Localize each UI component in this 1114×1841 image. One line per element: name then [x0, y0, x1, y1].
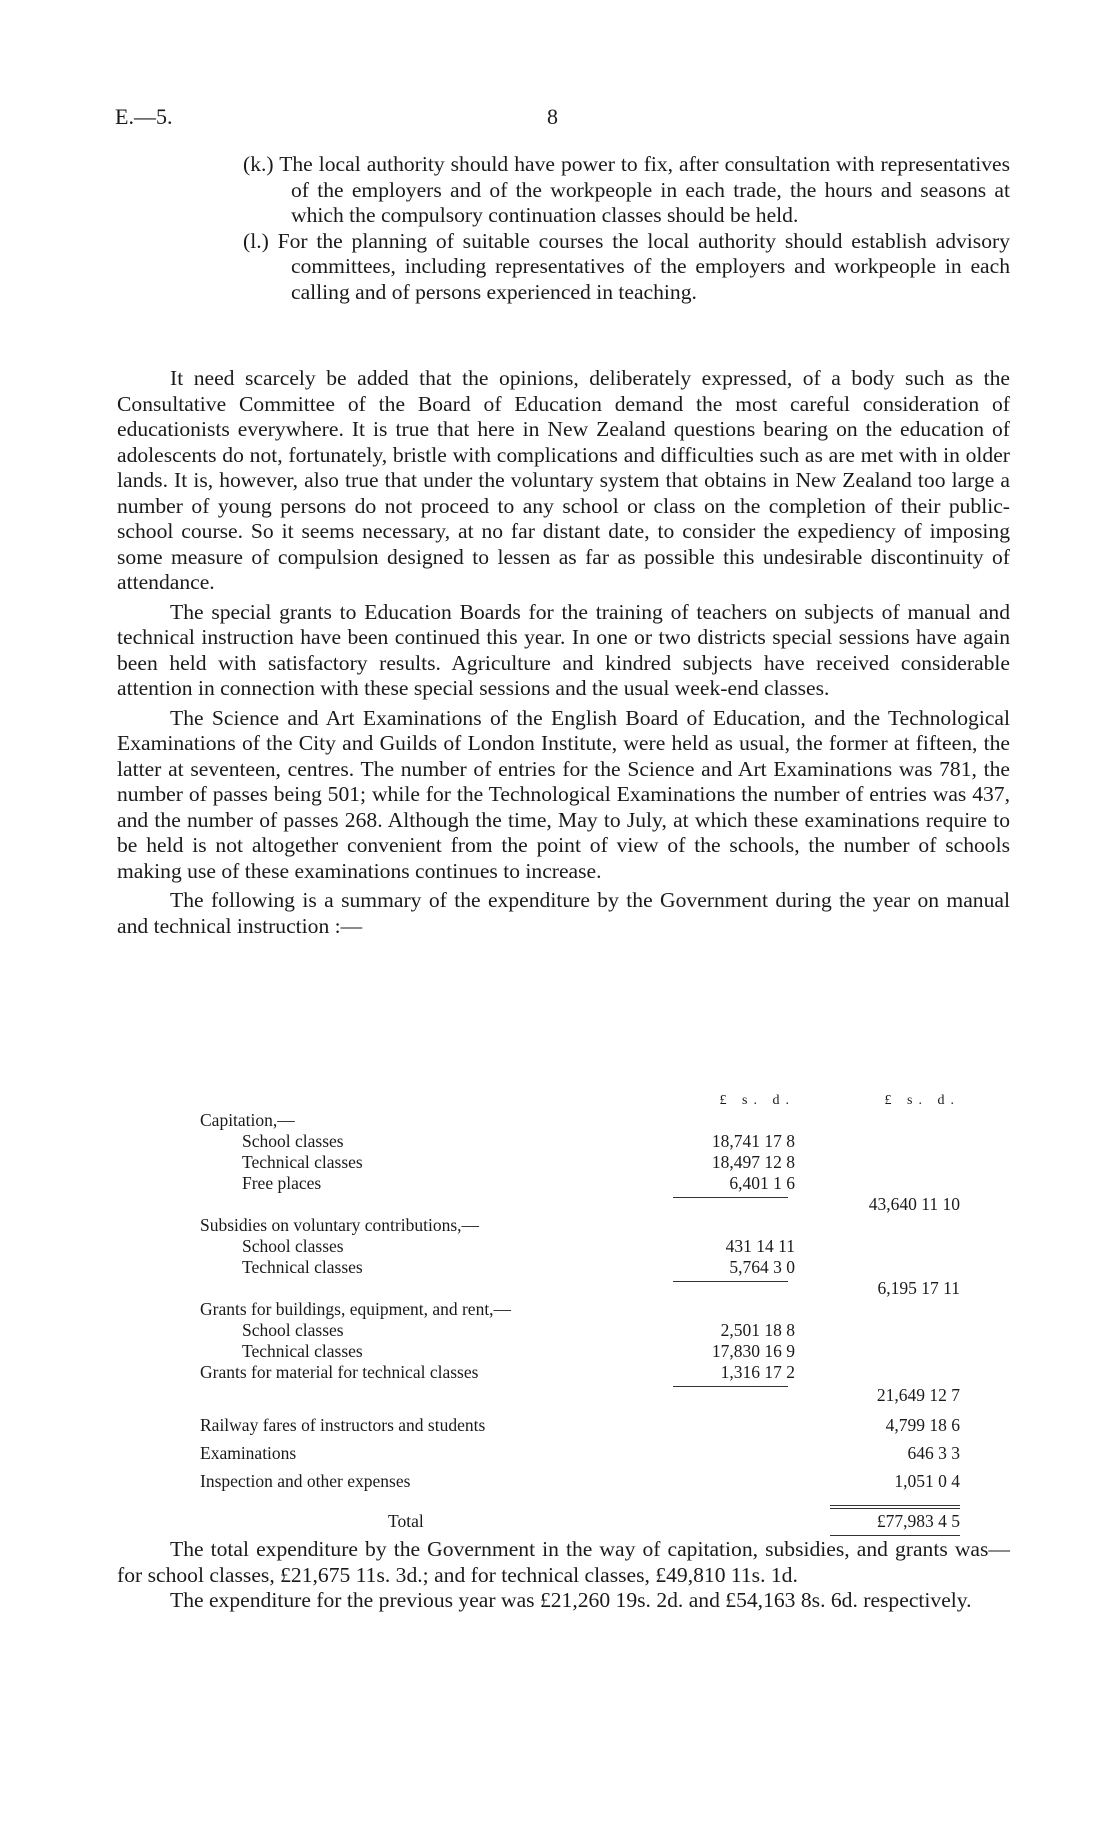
paragraph: The following is a summary of the expenditure by the Government during the year on manual and technical instruction :—: [117, 888, 1010, 938]
row-label: Railway fares of instructors and students: [200, 1415, 486, 1435]
subtotal-row: [200, 1194, 960, 1215]
row-amount: 17,830 16 9: [711, 1341, 795, 1361]
item-text: For the planning of suitable courses the local authority should establish advisory committees, including representatives of the employers and workpeople in each calling and of persons experienced in teaching.: [277, 228, 1010, 304]
table-row: [200, 1236, 960, 1257]
row-label: Grants for material for technical classes: [200, 1362, 479, 1382]
subtotal-amount: 6,195 17 11: [877, 1278, 960, 1298]
row-amount: 2,501 18 8: [720, 1320, 795, 1340]
section-heading: Capitation,—: [200, 1110, 295, 1130]
row-amount: 5,764 3 0: [729, 1257, 795, 1277]
table-row: [200, 1320, 960, 1341]
paragraph: The Science and Art Examinations of the English Board of Education, and the Technological Examinations of the City and Guilds of London Institute, were held as usual, the former at fifteen, the latter at seventeen, centres. The number of entries for the Science and Art Examinations was 781, the number of passes being 501; while for the Technological Examinations the number of entries was 437, and the number of passes 268. Although the time, May to July, at which these examinations require to be held is not altogether convenient from the point of view of the schools, the number of schools making use of these examinations continues to increase.: [117, 705, 1010, 883]
table-row: [200, 1362, 960, 1383]
section-heading-row: [200, 1299, 960, 1320]
table-row: [200, 1415, 960, 1443]
item-label: (l.): [243, 228, 269, 253]
section-heading: Grants for buildings, equipment, and rent,—: [200, 1299, 512, 1319]
recommendation-item: [117, 229, 1010, 306]
row-amount: 1,316 17 2: [720, 1362, 795, 1382]
row-label: Technical classes: [242, 1341, 363, 1361]
section-heading: Subsidies on voluntary contributions,—: [200, 1215, 480, 1235]
table-row: [200, 1443, 960, 1471]
table-row: [200, 1257, 960, 1278]
row-amount: 1,051 0 4: [894, 1471, 960, 1491]
total-row: [200, 1505, 960, 1535]
row-label: School classes: [242, 1236, 344, 1256]
subtotal-amount: 43,640 11 10: [868, 1194, 960, 1214]
subtotal-row: [200, 1278, 960, 1299]
report-code: E.—5.: [115, 104, 173, 129]
table-row: [200, 1341, 960, 1362]
units-header-row: [200, 1090, 960, 1110]
units-header: £ s. d.: [884, 1093, 960, 1108]
row-label: School classes: [242, 1131, 344, 1151]
recommendation-item: [117, 152, 1010, 229]
total-rule-top-double: [830, 1508, 960, 1509]
row-amount: 6,401 1 6: [729, 1173, 795, 1193]
table-row: [200, 1173, 960, 1194]
body-paragraphs: [117, 366, 1010, 939]
row-label: Examinations: [200, 1443, 297, 1463]
recommendation-list: [117, 152, 1010, 305]
paragraph: It need scarcely be added that the opinions, deliberately expressed, of a body such as the Consultative Committee of the Board of Education demand the most careful consideration of educationists everywhere. It is true that here in New Zealand questions bearing on the education of adolescents do not, fortunately, bristle with complications and difficulties such as are met with in older lands. It is, however, also true that under the voluntary system that obtains in New Zealand too large a number of young persons do not proceed to any school or class on the completion of their public-school course. So it seems necessary, at no far distant date, to consider the expediency of imposing some measure of compulsion designed to lessen as far as possible this undesirable discontinuity of attendance.: [117, 366, 1010, 594]
units-header: £ s. d.: [719, 1093, 795, 1108]
row-label: Inspection and other expenses: [200, 1471, 411, 1491]
page-number: 8: [547, 104, 558, 129]
row-label: School classes: [242, 1320, 344, 1340]
closing-paragraphs: [117, 1537, 1010, 1614]
expenditure-summary-table: [200, 1090, 960, 1535]
subtotal-row: [200, 1383, 960, 1415]
row-label: Free places: [242, 1173, 322, 1193]
paragraph: The special grants to Education Boards for the training of teachers on subjects of manual and technical instruction have been continued this year. In one or two districts special sessions have again been held with satisfactory results. Agriculture and kindred subjects have received considerable attention in connection with these special sessions and the usual week-end classes.: [117, 599, 1010, 700]
row-amount: 431 14 11: [725, 1236, 795, 1256]
total-rule-top: [830, 1505, 960, 1506]
table-row: [200, 1131, 960, 1152]
subtotal-rule: [673, 1386, 788, 1387]
row-amount: 18,497 12 8: [711, 1152, 795, 1172]
section-heading-row: [200, 1215, 960, 1236]
subtotal-rule: [673, 1281, 788, 1282]
total-label: Total: [388, 1511, 424, 1531]
item-label: (k.): [243, 152, 274, 176]
subtotal-amount: 21,649 12 7: [876, 1385, 960, 1405]
item-text: The local authority should have power to fix, after consultation with representatives of the employers and of the workpeople in each trade, the hours and seasons at which the compulsory continuation classes should be held.: [279, 152, 1011, 227]
page-header: [115, 104, 1015, 134]
row-amount: 18,741 17 8: [711, 1131, 795, 1151]
row-label: Technical classes: [242, 1257, 363, 1277]
paragraph: The total expenditure by the Government in the way of capitation, subsidies, and grants was—for school classes, £21,675 11s. 3d.; and for technical classes, £49,810 11s. 1d.: [117, 1537, 1010, 1587]
table-row: [200, 1152, 960, 1173]
total-amount: £77,983 4 5: [876, 1511, 960, 1531]
subtotal-rule: [673, 1197, 788, 1198]
row-amount: 4,799 18 6: [885, 1415, 960, 1435]
section-heading-row: [200, 1110, 960, 1131]
row-amount: 646 3 3: [907, 1443, 960, 1463]
table-row: [200, 1471, 960, 1505]
paragraph: The expenditure for the previous year was £21,260 19s. 2d. and £54,163 8s. 6d. respectively.: [170, 1588, 972, 1612]
row-label: Technical classes: [242, 1152, 363, 1172]
total-rule-bottom: [830, 1535, 960, 1536]
